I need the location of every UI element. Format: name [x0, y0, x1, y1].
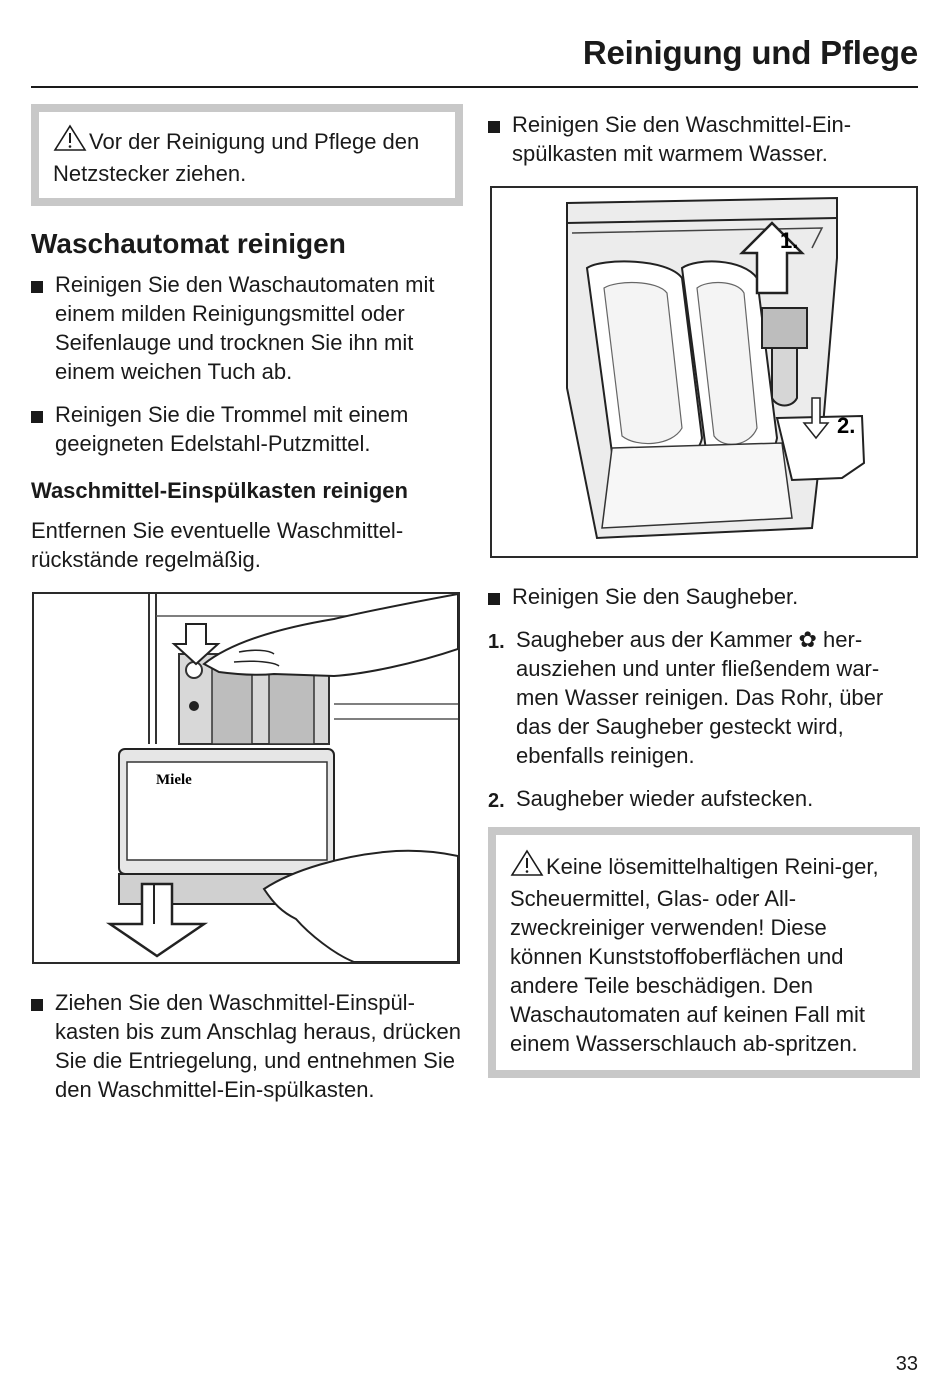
list-item: Reinigen Sie die Trommel mit einem geeigneten Edelstahl-Putzmittel. — [31, 400, 463, 458]
warning-triangle-icon — [53, 124, 87, 159]
warning-box-power — [31, 104, 463, 206]
subsection-title: Waschmittel-Einspülkasten reinigen — [31, 478, 408, 503]
right-column — [488, 104, 920, 1078]
step-item: 2. Saugheber wieder aufstecken. — [488, 786, 814, 812]
warning-triangle-icon — [510, 849, 544, 884]
list-item: Reinigen Sie den Saugheber. — [488, 582, 920, 611]
warning-text: Keine lösemittelhaltigen Reini-ger, Scheuermittel, Glas- oder All-zweckreiniger verwenden! Diese können Kunststoffoberflächen und andere Teile beschädigen. Den Waschautomaten auf keinen Fall mit einem Wasserschlauch ab-spritzen. — [510, 854, 879, 1056]
figure-label-step1: 1. — [780, 228, 799, 253]
figure-label-step2: 2. — [837, 413, 856, 438]
list-item: Ziehen Sie den Waschmittel-Einspül-kasten bis zum Anschlag heraus, drücken Sie die Entriegelung, und entnehmen Sie den Waschmittel-Ein-spülkasten. — [31, 988, 463, 1104]
list-item: Reinigen Sie den Waschmittel-Ein-spülkasten mit warmem Wasser. — [488, 110, 920, 168]
figure-drawer-siphon — [490, 186, 918, 558]
left-column — [31, 104, 463, 1118]
figure-drawer-removal — [32, 592, 460, 964]
page-title: Reinigung und Pflege — [582, 34, 918, 71]
warning-text: Vor der Reinigung und Pflege den Netzstecker ziehen. — [53, 129, 420, 186]
list-item: Reinigen Sie den Waschautomaten mit einem milden Reinigungsmittel oder Seifenlauge und trocknen Sie ihn mit einem weichen Tuch ab. — [31, 270, 463, 386]
page-number: 33 — [895, 1353, 918, 1375]
intro-paragraph: Entfernen Sie eventuelle Waschmittel-rückstände regelmäßig. — [31, 518, 404, 572]
warning-box-cleaners — [488, 827, 920, 1078]
brand-label: Miele — [156, 772, 192, 788]
header-divider — [31, 86, 918, 88]
step-item: 1. Saugheber aus der Kammer ✿ her-ausziehen und unter fließendem war-men Wasser reinigen. Das Rohr, über das der Saugheber gesteckt wird, ebenfalls reinigen. — [488, 627, 884, 768]
section-title: Waschautomat reinigen — [31, 228, 346, 259]
